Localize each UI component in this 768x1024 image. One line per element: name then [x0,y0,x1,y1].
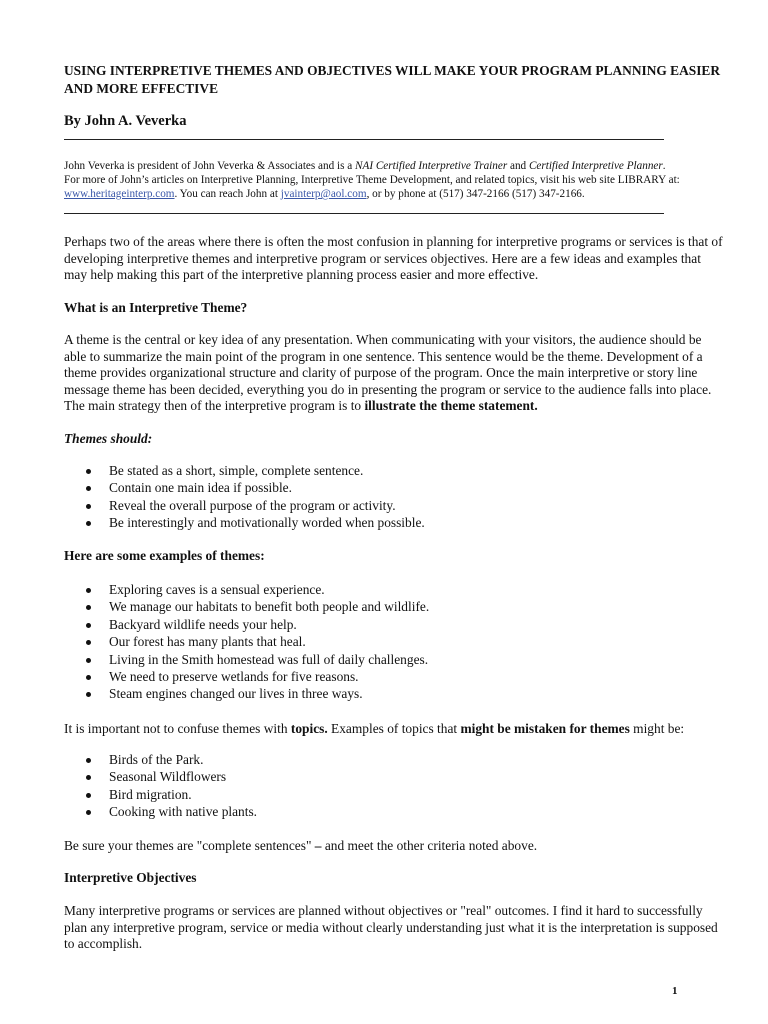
bullet-icon [86,521,91,526]
bullet-icon [86,692,91,697]
bio-nai-credential: NAI Certified Interpretive Trainer [355,160,508,172]
list-item: Reveal the overall purpose of the program or activity. [64,497,724,514]
examples-list [64,581,724,703]
email-link[interactable]: jvainterp@aol.com [280,188,367,200]
theme-definition-paragraph: A theme is the central or key idea of any presentation. When communicating with your visitors, the audience should be able to summarize the main point of the program in one sentence. This sentence would be the theme. Development of a theme provides organizational structure and clarity of purpose of the program. Once the main interpretive or story line message theme has been decided, everything you do in presenting the program or service to the audience falls into place. The main strategy then of the interpretive program is to illustrate the theme statement. [64,332,712,414]
bullet-icon [86,588,91,593]
section-heading-theme: What is an Interpretive Theme? [64,300,248,315]
bullet-icon [86,486,91,491]
topics-list [64,751,724,821]
theme-emphasis: illustrate the theme statement. [364,398,538,414]
bullet-icon [86,504,91,509]
complete-sentences-note: Be sure your themes are "complete sentences" – and meet the other criteria noted above. [64,838,538,853]
themes-should-list [64,462,724,532]
list-item: We manage our habitats to benefit both people and wildlife. [64,598,724,615]
author-byline: By John A. Veverka [64,113,187,129]
intro-paragraph: Perhaps two of the areas where there is often the most confusion in planning for interpretive programs or services is that of developing interpretive themes and interpretive program or services objectives. Here are a few ideas and examples that may help making this part of the interpretive planning process easier and more effective. [64,234,723,283]
list-item: Birds of the Park. [64,751,724,768]
list-item: Exploring caves is a sensual experience. [64,581,724,598]
objectives-paragraph: Many interpretive programs or services are planned without objectives or "real" outcomes. I find it hard to successfully plan any interpretive program, service or media without clearly understanding just what it is the interpretation is supposed to accomplish. [64,903,718,952]
bullet-icon [86,605,91,610]
bullet-icon [86,640,91,645]
list-item: Bird migration. [64,786,724,803]
page-number: 1 [672,985,678,997]
author-bio: John Veverka is president of John Veverka & Associates and is a NAI Certified Interpretive Trainer and Certified Interpretive Planner. For more of John’s articles on Interpretive Planning, Interpretive Theme Development, and related topics, visit his web site LIBRARY at: www.heritageinterp.com. You can reach John at jvainterp@aol.com, or by phone at (517) 347-2166 (517) 347-2166. [64,160,680,200]
topics-paragraph: It is important not to confuse themes with topics. Examples of topics that might be mistaken for themes might be: [64,721,685,736]
bullet-icon [86,758,91,763]
article-title: USING INTERPRETIVE THEMES AND OBJECTIVES WILL MAKE YOUR PROGRAM PLANNING EASIER AND MORE EFFECTIVE [64,63,721,96]
bio-cip-credential: Certified Interpretive Planner [528,160,663,172]
themes-should-heading: Themes should: [64,431,153,446]
bullet-icon [86,810,91,815]
objectives-heading: Interpretive Objectives [64,870,197,885]
top-divider [64,139,664,140]
bullet-icon [86,793,91,798]
list-item: Living in the Smith homestead was full of daily challenges. [64,651,724,668]
bullet-icon [86,623,91,628]
bullet-icon [86,675,91,680]
list-item: Contain one main idea if possible. [64,479,724,496]
bullet-icon [86,775,91,780]
list-item: Seasonal Wildflowers [64,768,724,785]
list-item: Cooking with native plants. [64,803,724,820]
list-item: We need to preserve wetlands for five reasons. [64,668,724,685]
list-item: Steam engines changed our lives in three ways. [64,685,724,702]
bio-intro: John Veverka is president of John Veverka & Associates and is a [64,160,356,172]
bullet-icon [86,658,91,663]
website-link[interactable]: www.heritageinterp.com [64,188,175,200]
list-item: Be stated as a short, simple, complete sentence. [64,462,724,479]
bio-phone: , or by phone at (517) 347-2166 (517) 347-2166. [366,188,585,200]
bullet-icon [86,469,91,474]
list-item: Our forest has many plants that heal. [64,633,724,650]
bio-more-articles: For more of John’s articles on Interpretive Planning, Interpretive Theme Development, and related topics, visit his web site LIBRARY at: [64,174,680,186]
list-item: Backyard wildlife needs your help. [64,616,724,633]
bottom-divider [64,213,664,214]
examples-heading: Here are some examples of themes: [64,548,265,563]
list-item: Be interestingly and motivationally worded when possible. [64,514,724,531]
